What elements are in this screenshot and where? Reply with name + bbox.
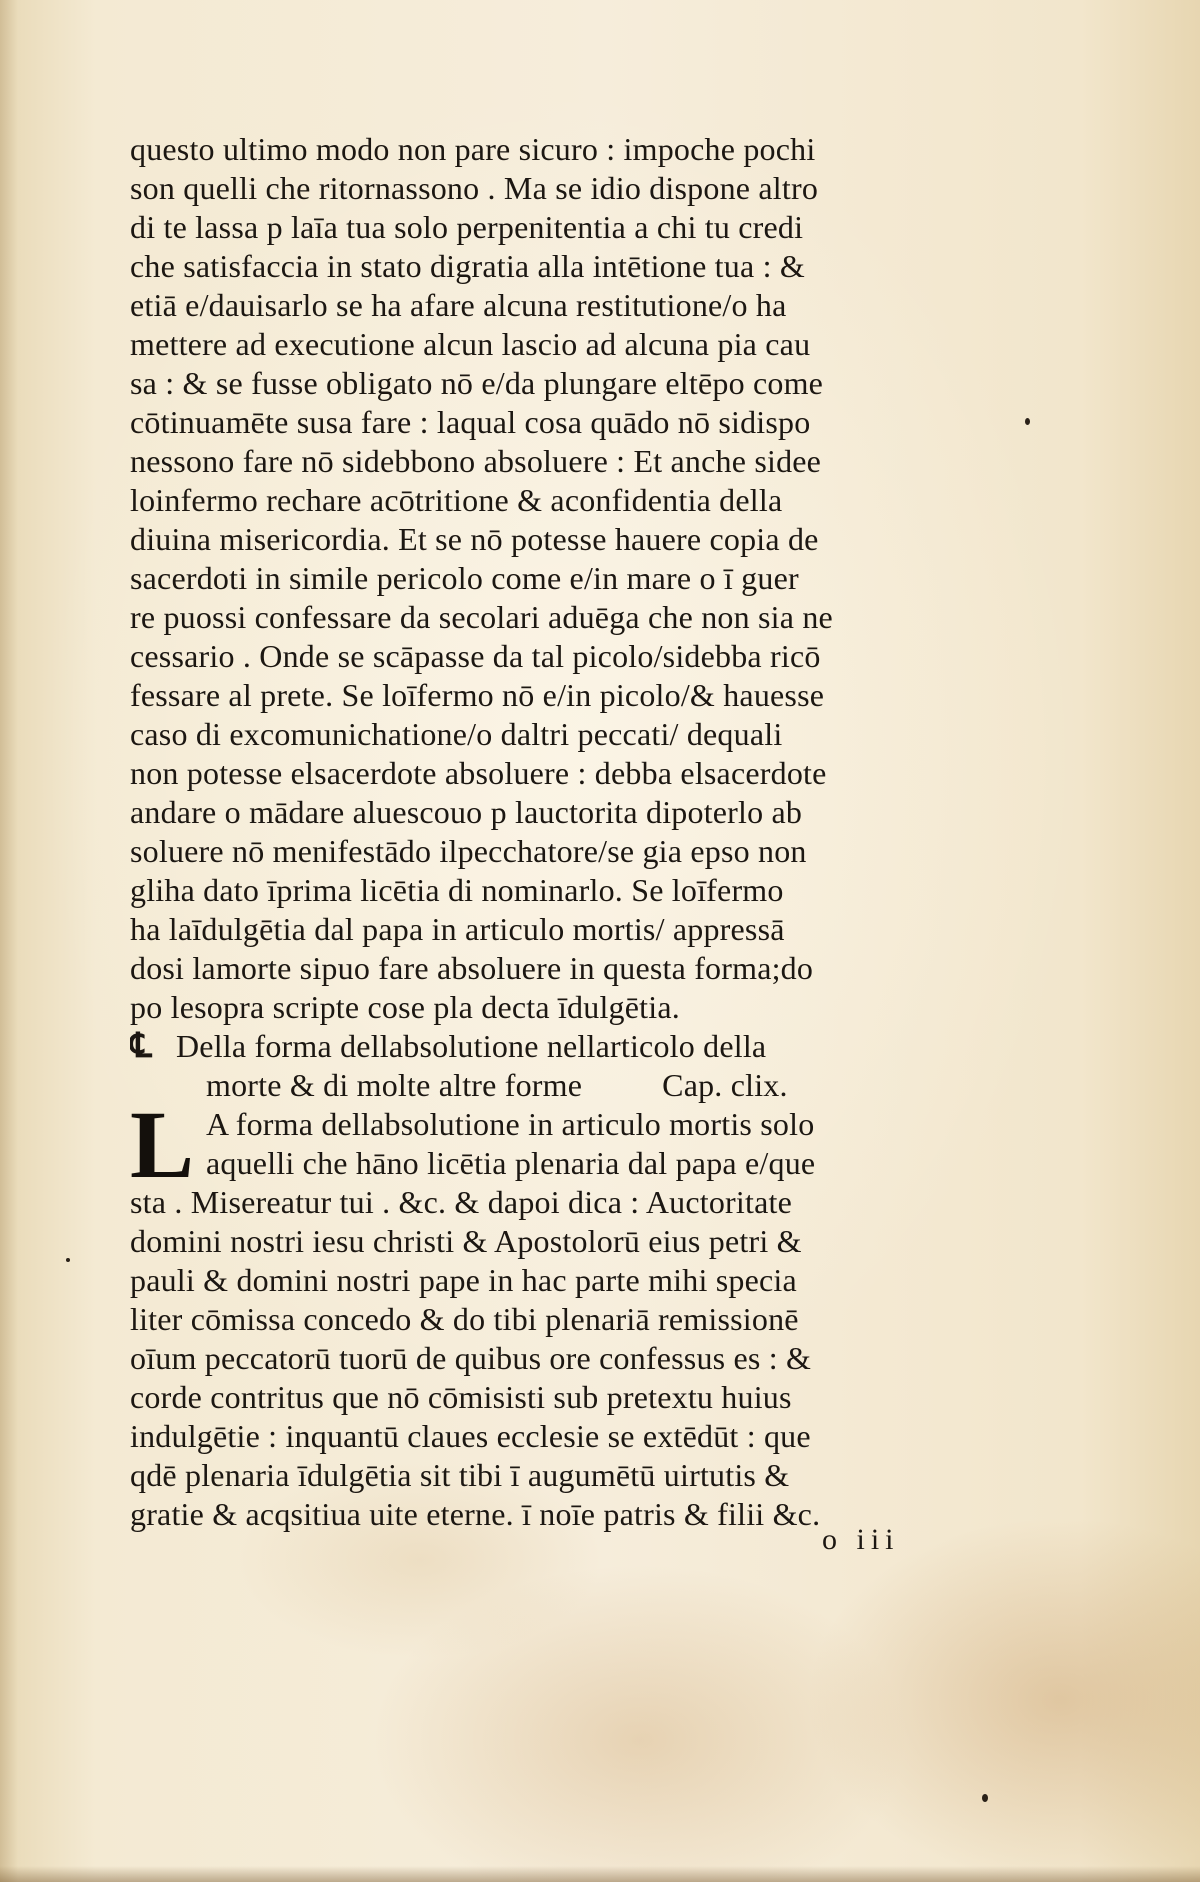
text-line: diuina misericordia. Et se nō potesse hauere copia de bbox=[130, 521, 819, 557]
text-line: non potesse elsacerdote absoluere : debba elsacerdote bbox=[130, 755, 827, 791]
text-line: qdē plenaria īdulgētia sit tibi ī augumētū uirtutis & bbox=[130, 1457, 790, 1493]
text-line: ha laīdulgētia dal papa in articulo mortis/ appressā bbox=[130, 911, 785, 947]
initial-capital: L bbox=[130, 1091, 195, 1198]
chapter-heading-line-1 bbox=[130, 1027, 930, 1066]
text-line: nessono fare nō sidebbono absoluere : Et anche sidee bbox=[130, 443, 822, 479]
ink-speck bbox=[66, 1258, 70, 1262]
text-line: etiā e/dauisarlo se ha afare alcuna restitutione/o ha bbox=[130, 287, 787, 323]
text-line: re puossi confessare da secolari aduēga che non sia ne bbox=[130, 599, 833, 635]
text-line: cōtinuamēte susa fare : laqual cosa quādo nō sidispo bbox=[130, 404, 811, 440]
page-fold-shadow bbox=[0, 0, 18, 1882]
text-line: son quelli che ritornassono . Ma se idio dispone altro bbox=[130, 170, 819, 206]
ink-speck bbox=[982, 1794, 988, 1802]
chapter-number: Cap. clix. bbox=[662, 1067, 788, 1103]
paragraph-mark-icon: ℄ bbox=[130, 1028, 153, 1065]
text-line: che satisfaccia in stato digratia alla intētione tua : & bbox=[130, 248, 805, 284]
text-line: po lesopra scripte cose pla decta īdulgētia. bbox=[130, 989, 680, 1025]
text-line: indulgētie : inquantū claues ecclesie se extēdūt : que bbox=[130, 1418, 811, 1454]
text-line: pauli & domini nostri pape in hac parte mihi specia bbox=[130, 1262, 797, 1298]
chapter-heading-line-2 bbox=[130, 1066, 930, 1105]
ink-speck bbox=[1025, 418, 1030, 425]
text-line: andare o mādare aluescouo p lauctorita dipoterlo ab bbox=[130, 794, 803, 830]
text-line: oīum peccatorū tuorū de quibus ore confessus es : & bbox=[130, 1340, 812, 1376]
text-line: gliha dato īprima licētia di nominarlo. Se loīfermo bbox=[130, 872, 784, 908]
text-line: caso di excomunichatione/o daltri peccati/ dequali bbox=[130, 716, 783, 752]
page-bottom-edge bbox=[0, 1866, 1200, 1882]
text-block bbox=[130, 130, 930, 1534]
text-line: A forma dellabsolutione in articulo mortis solo bbox=[206, 1106, 815, 1142]
text-line: loinfermo rechare acōtritione & aconfidentia della bbox=[130, 482, 783, 518]
text-line: questo ultimo modo non pare sicuro : impoche pochi bbox=[130, 131, 816, 167]
text-line: corde contritus que nō cōmisisti sub pretextu huius bbox=[130, 1379, 792, 1415]
text-line: sacerdoti in simile pericolo come e/in mare o ī guer bbox=[130, 560, 799, 596]
signature-mark: o iii bbox=[822, 1523, 900, 1556]
text-line: di te lassa p laīa tua solo perpenitentia a chi tu credi bbox=[130, 209, 804, 245]
text-line: liter cōmissa concedo & do tibi plenariā remissionē bbox=[130, 1301, 799, 1337]
text-line: domini nostri iesu christi & Apostolorū eius petri & bbox=[130, 1223, 802, 1259]
text-line: dosi lamorte sipuo fare absoluere in questa forma;do bbox=[130, 950, 814, 986]
text-line: gratie & acqsitiua uite eterne. ī noīe patris & filii &c. bbox=[130, 1496, 821, 1532]
text-line: aquelli che hāno licētia plenaria dal papa e/que bbox=[206, 1145, 816, 1181]
text-line: sta . Misereatur tui . &c. & dapoi dica : Auctoritate bbox=[130, 1184, 792, 1220]
text-line: cessario . Onde se scāpasse da tal picolo/sidebba ricō bbox=[130, 638, 821, 674]
text-line: mettere ad executione alcun lascio ad alcuna pia cau bbox=[130, 326, 811, 362]
text-line: soluere nō menifestādo ilpecchatore/se gia epso non bbox=[130, 833, 807, 869]
absolution-section bbox=[130, 1091, 930, 1534]
text-line: fessare al prete. Se loīfermo nō e/in picolo/& hauesse bbox=[130, 677, 825, 713]
chapter-heading-text: Della forma dellabsolutione nellarticolo della bbox=[176, 1028, 767, 1064]
text-line: sa : & se fusse obligato nō e/da plungare eltēpo come bbox=[130, 365, 824, 401]
chapter-heading-text: morte & di molte altre forme bbox=[206, 1067, 583, 1103]
